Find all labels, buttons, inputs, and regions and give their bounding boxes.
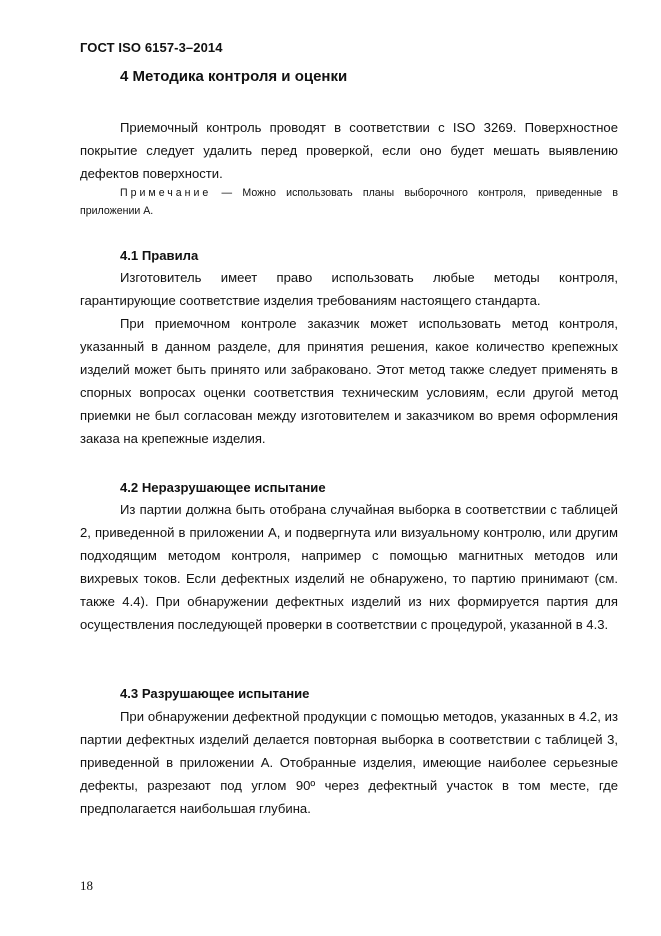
subsection-4-1-body: [80, 266, 618, 450]
subsection-4-2-body: [80, 498, 618, 636]
subsection-title-4-3: 4.3 Разрушающее испытание: [120, 686, 310, 701]
paragraph: Из партии должна быть отобрана случайная выборка в соответствии с таблицей 2, приведенной в приложении А, и подвергнута или визуальному контролю, или другим подходящим методом контроля, например с помощью магнитных методов или вихревых токов. Если дефектных изделий не обнаружено, то партию принимают (см. также 4.4). При обнаружении дефектных изделий из них формируется партия для осуществления последующей проверки в соответствии с процедурой, указанной в 4.3.: [80, 502, 618, 632]
note-paragraph: [80, 184, 618, 220]
section-title: 4 Методика контроля и оценки: [120, 68, 348, 85]
subsection-title-4-1: 4.1 Правила: [120, 248, 199, 263]
paragraph: При обнаружении дефектной продукции с помощью методов, указанных в 4.2, из партии дефектных изделий делается повторная выборка в соответствии с таблицей 3, приведенной в приложении А. Отобранные изделия, имеющие наиболее серьезные дефекты, разрезают под углом 90º через дефектный участок в том месте, где предполагается наибольшая глубина.: [80, 709, 618, 816]
page-number: 18: [80, 878, 93, 893]
note-label: Примечание: [120, 187, 212, 199]
subsection-title-4-2: 4.2 Неразрушающее испытание: [120, 480, 326, 495]
subsection-4-3-body: [80, 705, 618, 820]
section-intro: [80, 116, 618, 185]
document-header: ГОСТ ISO 6157-3–2014: [80, 40, 223, 55]
paragraph: При приемочном контроле заказчик может использовать метод контроля, указанный в данном разделе, для принятия решения, какое количество крепежных изделий может быть принято или забраковано. Этот метод также следует применять в спорных вопросах оценки соответствия техническим условиям, если другой метод приемки не был согласован между изготовителем и заказчиком во время оформления заказа на крепежные изделия.: [80, 316, 618, 446]
note-text: — Можно использовать планы выборочного контроля, приведенные в приложении А.: [80, 187, 618, 217]
paragraph: Изготовитель имеет право использовать любые методы контроля, гарантирующие соответствие изделия требованиям настоящего стандарта.: [80, 270, 618, 308]
note: [80, 184, 618, 220]
intro-paragraph: Приемочный контроль проводят в соответствии с ISO 3269. Поверхностное покрытие следует удалить перед проверкой, если оно будет мешать выявлению дефектов поверхности.: [80, 120, 618, 181]
